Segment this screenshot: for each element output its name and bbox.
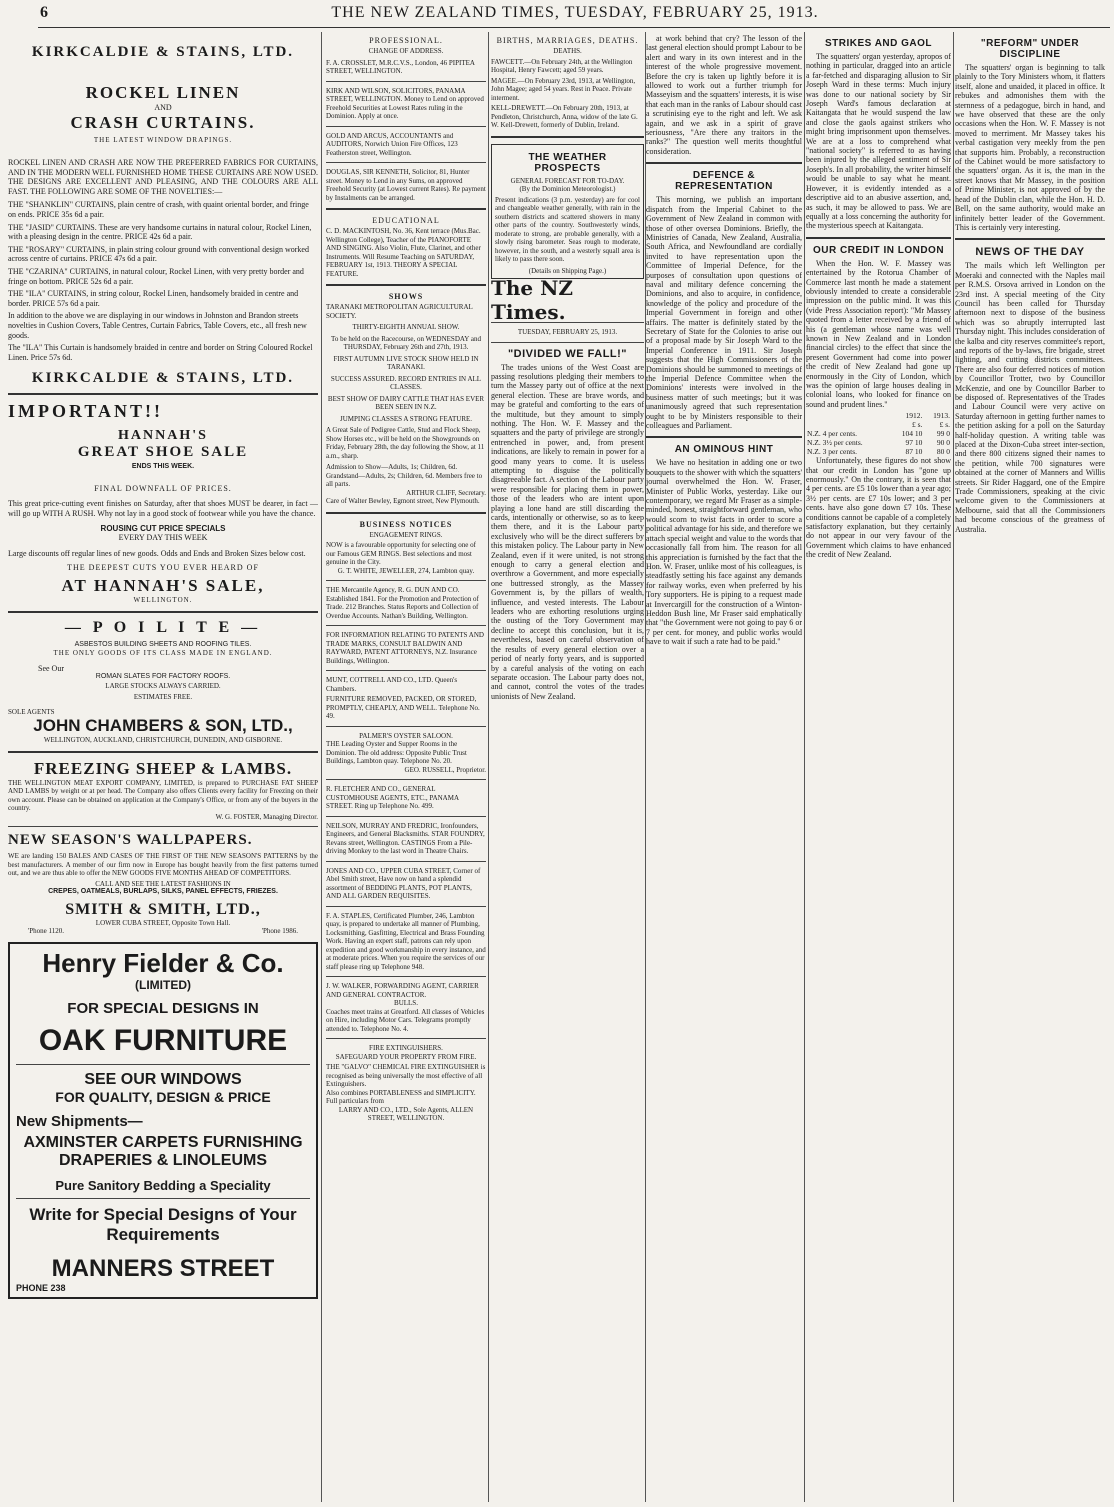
axminster-carpets: AXMINSTER CARPETS FURNISHING: [23, 1133, 303, 1151]
thirty-eighth-show: THIRTY-EIGHTH ANNUAL SHOW.: [352, 323, 460, 331]
quality-design-price: FOR QUALITY, DESIGN & PRICE: [55, 1088, 271, 1105]
column-divider: [953, 32, 954, 1502]
table-cell: [806, 420, 890, 429]
reform-text: The squatters' organ is beginning to talk plainly to the Tory Ministers whom, it flatters itself, alone and unaided, it placed in office. It rebukes and admonishes them with the sternness of a pedagogue, birch in hand, and we have observed that these are the only occasions when the Hon. W. F. Massey is not moved to merriment. Mr Massey takes his verbal castigation very meekly from the pen that supports him. Probably, a reconstruction of the Cabinet would be more satisfactory to the squatters' organ. As it is, the man in the street knows that Mr Massey, in the position of Prime Minister, is not approved of by the head of the Dublin clan, while the Hon. H. D. Bell, on the same authority, would make an infinitely better leader of the Government. This is certainly very interesting.: [955, 63, 1105, 232]
divider: [326, 126, 486, 127]
divider: [326, 81, 486, 82]
success-assured: SUCCESS ASSURED. RECORD ENTRIES IN ALL CLASSES.: [330, 374, 482, 391]
column-advertisements: [8, 34, 318, 1502]
divider: [326, 1038, 486, 1039]
jones-notice: JONES AND CO., UPPER CUBA STREET, Corner of Abel Smith street, Have now on hand a splendid assortment of BEDDING PLANTS, POT PLANTS, AND ALL GARDEN REQUISITES.: [326, 866, 481, 900]
curtain-item: In addition to the above we are displaying in our windows in Johnston and Brandon streets novelties in Cushion Covers, Table Centres, Curtain Fabrics, Table Covers, etc., all fresh new goods.: [8, 311, 307, 340]
cliff-signature: ARTHUR CLIFF, Secretary.: [406, 488, 486, 497]
table-cell: 87 10: [905, 447, 923, 457]
divider: [326, 861, 486, 862]
defence-heading: DEFENCE & REPRESENTATION: [675, 170, 773, 193]
column-defence: [646, 34, 802, 1502]
divider: [326, 625, 486, 626]
mackintosh-notice: C. D. MACKINTOSH, No. 36, Kent terrace (Mus.Bac. Wellington College), Teacher of the PIANOFORTE AND SINGING. Also Violin, Flute, Clarinet, and other Instruments. Will Resume Teaching on SATURDAY, FEBRUARY 1st, 1913. THEORY A SPECIAL FEATURE.: [326, 227, 481, 278]
news-heading: NEWS OF THE DAY: [975, 246, 1085, 259]
freezing-heading: FREEZING SHEEP & LAMBS.: [33, 758, 293, 778]
every-day: EVERY DAY THIS WEEK: [118, 533, 208, 543]
divider: [491, 342, 644, 343]
table-cell: 80 0: [936, 447, 950, 457]
jumping-classes: JUMPING CLASSES A STRONG FEATURE.: [339, 414, 473, 423]
sanitory-bedding: Pure Sanitory Bedding a Speciality: [55, 1177, 271, 1193]
divider: [326, 208, 486, 210]
draperies-linoleums: DRAPERIES & LINOLEUMS: [58, 1151, 267, 1169]
poilite-heading: — P O I L I T E —: [64, 618, 262, 636]
ends-this-week: ENDS THIS WEEK.: [131, 463, 195, 471]
table-cell: 90 0: [936, 438, 950, 448]
wallpaper-text: WE are landing 150 BALES AND CASES OF THE FIRST OF THE NEW SEASON'S PATTERNS by the best manufacturers. A member of our firm now in Europe has bought heavily from the first patterns turned out, and we are thus able to offer the NEW GOODS FIVE MONTHS AHEAD OF COMPETITORS.: [8, 852, 318, 878]
divider: [16, 1064, 310, 1065]
column-strikes: [806, 34, 951, 1502]
munt-cottrell: MUNT, COTTRELL AND CO., LTD. Queen's Chambers.: [326, 676, 458, 693]
smith-phones: [8, 927, 318, 936]
bulls: BULLS.: [394, 999, 418, 1007]
best-show: BEST SHOW OF DAIRY CATTLE THAT HAS EVER BEEN SEEN IN N.Z.: [327, 394, 485, 411]
kirkcaldie-heading: KIRKCALDIE & STAINS, LTD.: [31, 44, 295, 60]
table-row: [806, 447, 951, 456]
table-units: [806, 420, 951, 429]
table-cell: 104 10: [901, 429, 923, 439]
staples-notice: F. A. STAPLES, Certificated Plumber, 246, Lambton quay, is prepared to undertake all manner of Plumbing, Locksmithing, Gasfitting, Electrical and Brass Founding Work. Having an expert staff, patrons can rely upon expedition and good workmanship in every instance, and at moderate prices. When you require the services of our staff please ring up Telephone 948.: [326, 911, 486, 971]
times-logo-text: The NZ Times.: [491, 276, 573, 324]
editorial-text: The trades unions of the West Coast are passing resolutions pledging their members to turn the Massey party out of office at the next general election. These are brave words, and may be grateful and comforting to the ears of the multitude, but they amount to simply nothing. The Hon. W. F. Massey and the squatters and the party of privilege are strongly entrenched in power, and, from present indications, are likely to remain in power for a good many years to come. It is useless attempting to disguise the politically disagreeable fact. A section of the Labour party were responsible for placing them in power, those of the leaders who are intent upon playing a lone hand are still discarding the cards, intentionally or otherwise, so as to keep them there, and it is the Labour party exclusively who will be the direct sufferers by this mistaken policy. The Labour party in New Zealand, even if it were united, is not strong enough to carry a general election and overthrow a Government, and more especially one buttressed strongly, as the Massey Government is, by the pillars of wealth, influence, and vested interests. The Labour leaders who are exhorting resolutions urging the ousting of the Tory Government may decline to accept this conclusion, but it is, nevertheless, based on careful observation of the results of every general election over a period of nearly forty years, and is supported by a careful analysis of the voting on each separate occasion. The Labour party does not, and cannot, control the votes of the trades unionists of New Zealand.: [491, 362, 644, 701]
oak-furniture: OAK FURNITURE: [38, 1023, 288, 1057]
care-of: Care of Walter Bewley, Egmont street, New Plymouth.: [326, 497, 480, 505]
divider: [8, 393, 318, 395]
divider: [326, 976, 486, 977]
chambers-heading: JOHN CHAMBERS & SON, LTD.,: [33, 716, 293, 736]
manners-street: MANNERS STREET: [51, 1254, 275, 1282]
important-heading: IMPORTANT!!: [8, 401, 164, 422]
professional-heading: PROFESSIONAL.: [369, 36, 443, 45]
divider: [326, 670, 486, 671]
defence-text: This morning, we publish an important dispatch from the Imperial Cabinet to the Government of New Zealand in common with those of other oversea Dominions. Briefly, the Ministries of Canada, New Zealand, Australia, South Africa, and Newfoundland are cordially invited to have representation upon the Committee of Imperial Defence, for the purposes of consultation upon questions of naval and military defence concerning the Dominions, and also to acquire, in confidence, knowledge of the policy and procedure of the Imperial Government in foreign and other affairs. The matter is definitely stated by the Secretary of State for the Colonies to arise out of a proposal made by Sir Joseph Ward to the Imperial Conference in 1911. Sir Joseph suggests that the High Commissioners of the Dominions should be summoned to meetings of the Imperial Defence Committee when the Dominions' interests were involved in the business matter of such meetings; but it was unanimously agreed that such representation ought to be by Ministers responsible to their colleagues and Parliament.: [646, 195, 802, 431]
forecast-heading: GENERAL FORECAST FOR TO-DAY.: [510, 176, 625, 185]
ominous-heading: AN OMINOUS HINT: [674, 444, 774, 456]
times-logo: [491, 276, 644, 324]
table-row: [806, 438, 951, 447]
hannahs-heading: HANNAH'S: [118, 428, 208, 444]
crosslet-notice: F. A. CROSSLET, M.R.C.V.S., London, 46 PIPITEA STREET, WELLINGTON.: [326, 58, 475, 75]
deaths-heading: DEATHS.: [553, 47, 582, 55]
masthead-rule: [38, 27, 1110, 28]
first-autumn: FIRST AUTUMN LIVE STOCK SHOW HELD IN TARANAKI.: [333, 354, 479, 371]
change-of-address: CHANGE OF ADDRESS.: [368, 47, 444, 55]
smith-address: LOWER CUBA STREET, Opposite Town Hall.: [95, 918, 231, 927]
foster-signature: W. G. FOSTER, Managing Director.: [215, 812, 318, 821]
divider: [326, 779, 486, 780]
combines-text: Also combines PORTABLENESS and SIMPLICITY.: [326, 1088, 476, 1097]
shows-heading: SHOWS: [388, 292, 424, 301]
news-text: The mails which left Wellington per Moeraki and connected with the Naples mail per R.M.S. Orsova arrived in London on the 23rd inst. A special meeting of the City Council has been called for Thursday afternoon next to dispose of the business which was so abruptly interrupted last Thursday night. This includes consideration of the kalba and city reserves committee's report, and reports of the by-laws, fire brigade, street lighting, and cutting districts committees. There are also four deferred notices of motion by Councillor Trotter, two by Councillor McKenzie, and one by Councillor Barber to be disposed of. Representatives of the Trades and Labour Council were very active on Saturday afternoon in getting further names to the petition asking for a poll on the Saturday half-holiday question. A writing table was placed at the Dixon-Cuba street inter-section, and there 800 citizens signed their names to the petition, while 700 signatures were obtained at the corner of Manners and Willis streets. Sir Rider Haggard, one of the Empire Trade Commissioners, speaking at the civic welcome given to the Commissioners at Melbourne, said that all the Commissioners had become conscious of the greatness of Australia.: [955, 261, 1105, 534]
freezing-text: THE WELLINGTON MEAT EXPORT COMPANY, LIMITED, is prepared to PURCHASE FAT SHEEP AND LAMBS by weight or at per head. The Company also offers Clients every facility for Freezing on their own account. Please can be obtained on application at the Company's Office, or from any of the buyers in the country.: [8, 778, 318, 813]
editorial-date: TUESDAY, FEBRUARY 25, 1913.: [517, 328, 618, 336]
kirk-wilson-notice: KIRK AND WILSON, SOLICITORS, PANAMA STREET, WELLINGTON. Money to Lend on approved Freehold Securities at Lowest Rates ruling in the Dominion. Apply at once.: [326, 86, 484, 120]
death-notice: MAGEE.—On February 23rd, 1913, at Wellington, John Magee; aged 54 years. Rest in Peace. Private interment.: [491, 76, 636, 102]
call-and-see: CALL AND SEE THE LATEST FASHIONS IN: [95, 879, 231, 888]
fielder-limited: (LIMITED): [135, 977, 191, 992]
weather-heading: THE WEATHER PROSPECTS: [528, 151, 607, 174]
table-row: [806, 429, 951, 438]
sale-text: This great price-cutting event finishes on Saturday, after that shoes MUST be dearer, in fact — will go up WITH A RUSH. Why not lay in a good stock of footwear while you have the chance.: [8, 499, 318, 519]
fielder-name: Henry Fielder & Co.: [42, 947, 284, 978]
rings-text: NOW is a favourable opportunity for selecting one of our Famous GEM RINGS. Best selections and most genuine in the City.: [326, 541, 476, 566]
rockel-linen-heading: ROCKEL LINEN: [85, 83, 241, 102]
large-discounts: Large discounts off regular lines of new goods. Odds and Ends and Broken Sizes below cost.: [8, 548, 306, 558]
curtain-item: THE "ILA" CURTAINS, in string colour, Rockel Linen, handsomely braided in centre and border. PRICE 57s 6d a pair.: [8, 289, 299, 308]
rousing-specials: ROUSING CUT PRICE SPECIALS: [100, 523, 226, 533]
weather-text: Present indications (3 p.m. yesterday) are for cool and changeable weather generally, with rain in the southern districts and scattered showers in many other parts of the country. Southwesterly winds, moderate to strong, are probable generally, with a slowly rising barometer. Seas rough to moderate, however, in the south, and a westerly squall area is likely to pass there soon.: [495, 195, 640, 263]
divider: [326, 162, 486, 163]
column-divider: [488, 32, 489, 1502]
page-number: 6: [40, 4, 48, 21]
loans-table: [806, 411, 951, 456]
divider: [491, 136, 644, 138]
show-dates: To be held on the Racecourse, on WEDNESDAY and THURSDAY, February 26th and 27th, 1913.: [331, 334, 481, 351]
walker-notice: J. W. WALKER, FORWARDING AGENT, CARRIER AND GENERAL CONTRACTOR.: [326, 982, 479, 999]
divider: [806, 237, 951, 239]
masthead-title: THE NEW ZEALAND TIMES, TUESDAY, FEBRUARY 25, 1913.: [331, 4, 819, 21]
furniture-removed: FURNITURE REMOVED, PACKED, OR STORED, PROMPTLY, CHEAPLY, AND WELL. Telephone No. 49.: [326, 695, 480, 720]
reform-heading: "REFORM" UNDER DISCIPLINE: [980, 38, 1080, 60]
chambers-locations: WELLINGTON, AUCKLAND, CHRISTCHURCH, DUNEDIN, AND GISBORNE.: [43, 736, 283, 745]
taranaki-notice: TARANAKI METROPOLITAN AGRICULTURAL SOCIETY.: [326, 303, 473, 320]
table-cell: N.Z. 3 per cents.: [807, 447, 857, 457]
safeguard: SAFEGUARD YOUR PROPERTY FROM FIRE.: [335, 1052, 477, 1061]
neilson-notice: NEILSON, MURRAY AND FREDRIC, Ironfounders, Engineers, and General Blacksmiths. STAR FOUNDRY, Revans street, Wellington. CASTINGS From a Pile-driving Monkey to the last word in Theatre Chairs.: [326, 821, 485, 855]
shoe-sale-heading: GREAT SHOE SALE: [77, 444, 249, 461]
strikes-text: The squatters' organ yesterday, apropos of nothing in particular, dragged into an article a far-fetched and disparaging allusion to Sir Joseph Ward in these terms: Much injury was done to our national society by Sir Joseph Ward's famous declaration at Kaitangata that he would suspend the law and close the gaols against strikers who might bring imprisonment upon themselves. We are at a loss to comprehend what "national society" is referred to as having been injured by the alleged sentiment of Sir Joseph's. In all probability, the writer himself would be unable to say what he meant. However, it is evidently intended as a descriptive aid to an abusive assertion, and, as such, it may be allowed to pass. We are equally at a loss concerning the authority for the mysterious speech at Kaitangata.: [806, 52, 951, 231]
column-divider: [321, 32, 322, 1502]
coaches-text: Coaches meet trains at Greatford. All classes of Vehicles on Hire, including Motor Cars. Telegrams promptly attended to. Telephone No. 4.: [326, 1007, 485, 1033]
crash-curtains-heading: CRASH CURTAINS.: [70, 112, 256, 132]
latest-drapings: THE LATEST WINDOW DRAPINGS.: [93, 135, 233, 144]
oyster-text: THE Leading Oyster and Supper Rooms in the Dominion. The old address: Opposite Public Trust Buildings, Lambton quay. Telephone No. 20.: [326, 740, 467, 765]
downfall-text: FINAL DOWNFALL OF PRICES.: [94, 483, 232, 493]
business-heading: BUSINESS NOTICES: [359, 519, 453, 529]
divider: [16, 1198, 310, 1199]
estimates-free: ESTIMATES FREE.: [133, 693, 193, 702]
for-special-designs: FOR SPECIAL DESIGNS IN: [67, 999, 259, 1017]
hannah-wellington: WELLINGTON.: [133, 596, 193, 605]
meteorologist: (By the Dominion Meteorologist.): [519, 185, 616, 193]
table-header: [806, 411, 951, 420]
galvo-text: THE "GALVO" CHEMICAL FIRE EXTINGUISHER is recognised as being universally the most effective of all Extinguishers.: [326, 1063, 486, 1088]
divider: [326, 284, 486, 286]
table-cell: 99 0: [936, 429, 950, 439]
fielder-phone: PHONE 238: [16, 1282, 66, 1293]
deepest-cuts: THE DEEPEST CUTS YOU EVER HEARD OF: [67, 563, 259, 573]
fletcher-notice: R. FLETCHER AND CO., GENERAL CUSTOMHOUSE AGENTS, ETC., PANAMA STREET. Ring up Telephone No. 499.: [326, 785, 459, 810]
smith-heading: SMITH & SMITH, LTD.,: [65, 900, 261, 918]
asbestos-text: ASBESTOS BUILDING SHEETS AND ROOFING TILES.: [74, 640, 252, 648]
masthead: [40, 4, 1110, 24]
roman-slates: ROMAN SLATES FOR FACTORY ROOFS.: [95, 673, 231, 681]
births-heading: BIRTHS, MARRIAGES, DEATHS.: [496, 36, 639, 45]
educational-heading: EDUCATIONAL: [372, 216, 440, 225]
death-notice: FAWCETT.—On February 24th, at the Wellington Hospital, Henry Fawcett; aged 59 years.: [491, 57, 633, 74]
full-particulars: Full particulars from: [326, 1097, 384, 1105]
sole-agents: SOLE AGENTS: [8, 707, 55, 716]
write-for-designs: Write for Special Designs of Your: [29, 1204, 297, 1224]
mercantile-agency: THE Mercantile Agency, R. G. DUN AND CO. Established 1841. For the Promotion and Protection of Trade. 212 Branches. Status Reports and Collection of Overdue Accounts. Nathan's Building, Wellington.: [326, 586, 479, 620]
credit-text: When the Hon. W. F. Massey was entertained by the Rotorua Chamber of Commerce last month he made a statement obviously intended to create a considerable impression on the public mind. It was this (vide Press Association report): "Mr Massey quoted from a letter received by a friend of his (a gentleman whose name was well known in New Zealand and in London financial circles) to the effect that since the present Government had come into power the credit of New Zealand had gone up enormously in the City of London, which was the opinion of large houses dealing in colonial loans, who looked for finance on sound and prudent lines.": [806, 258, 951, 409]
table-cell: [806, 411, 890, 420]
table-cell: 97 10: [905, 438, 923, 448]
and-text: AND: [154, 103, 172, 112]
divider: [646, 436, 802, 438]
white-jeweller: G. T. WHITE, JEWELLER, 274, Lambton quay.: [337, 566, 475, 575]
curtain-item: THE "JASID" CURTAINS. These are very handsome curtains in natural colour, Rockel Linen, with a pleasing design in the centre. PRICE 42s 6d a pair.: [8, 222, 312, 242]
divider: [326, 726, 486, 727]
rockel-intro: ROCKEL LINEN AND CRASH ARE NOW THE PREFERRED FABRICS FOR CURTAINS, AND IN THE MODERN WELL FURNISHED HOME THESE CURTAINS ARE NOW USED. THE DESIGNS ARE EXCELLENT AND PLEASING, AND THE COLOURS ARE ALL FAST. THE FOLLOWING ARE SOME OF THE NOVELTIES:—: [8, 158, 318, 196]
curtain-item: THE "SHANKLIN" CURTAINS, plain centre of crash, with quaint oriental border, and fringe on ends. PRICE 35s 6d a pair.: [8, 200, 309, 220]
russell-signature: GEO. RUSSELL, Proprietor.: [404, 765, 486, 774]
engagement-rings: ENGAGEMENT RINGS.: [369, 530, 443, 539]
ominous-text: We have no hesitation in adding one or two bouquets to the shower with which the squatters' journal overwhelmed the Hon. W. Fraser, Minister of Public Works, yesterday. Like our contemporary, we regard Mr Fraser as a simple-minded, honest, straightforward gentleman, who would scorn to twist facts in order to score a political advantage for his side, and therefore we attach special weight and value to the words that occasionally fall from him. The reason for all this appreciation is furnished by the fact that the Hon. W. Fraser, unlike most of his colleagues, is steadfastly setting his face against any demands for railway works, even when preferred by his Tory supporters. He is piping to a request made at Invercargill for the construction of a Winton-Heddon Bush line, Mr Fraser said emphatically that "the Government were not going to pay 6 or 7 per cent. for money, and public works would have to wait if such a rate had to be paid.": [646, 458, 802, 647]
divider: [326, 906, 486, 907]
divider: [8, 751, 318, 753]
admission: Admission to Show—Adults, 1s; Children, 6d. Grandstand—Adults, 2s; Children, 6d. Members free to all parts.: [326, 463, 483, 488]
credit-heading: OUR CREDIT IN LONDON: [812, 244, 945, 256]
curtain-item: THE "CZARINA" CURTAINS, in natural colour, Rockel Linen, with very pretty border and fringe on bottom. PRICE 52s 6d a pair.: [8, 267, 304, 286]
strikes-heading: STRIKES AND GAOL: [824, 38, 933, 49]
douglas-notice: DOUGLAS, SIR KENNETH, Solicitor, 81, Hunter street. Money to Lend in any Sums, on approved Freehold Security (at Lowest current Rates). Re payment by Instalments can be arranged.: [326, 168, 486, 202]
see-windows: SEE OUR WINDOWS: [84, 1070, 242, 1088]
divider: [326, 580, 486, 581]
divider: [955, 238, 1105, 240]
requirements: Requirements: [106, 1224, 220, 1244]
table-cell: £ s.: [939, 420, 950, 430]
divider: [326, 816, 486, 817]
divided-headline: "DIVIDED WE FALL!": [507, 347, 628, 360]
phone-left: 'Phone 1120.: [28, 927, 65, 936]
column-reform-news: [955, 34, 1105, 1502]
divider: [8, 611, 318, 613]
table-cell: £ s.: [911, 420, 923, 430]
phone-right: 'Phone 1986.: [261, 927, 298, 936]
editorial-continued: at work behind that cry? The lesson of the last general election should prompt Labour to be alert and wary in its own interest and in the interest of the whole progressive movement. Before the cry is taken up lightly before it is allowed to work out a further triumph for Masseyism and the squatters' interests, it is wise that each man in the ranks of Labour should cast a scrutinising eye to the right and left. We ask again, and we ask in a spirit of grave seriousness, "Are there any traitors in the ranks?" The question well merits thoughtful consideration.: [646, 34, 802, 156]
table-cell: 1913.: [933, 411, 950, 421]
large-stocks: LARGE STOCKS ALWAYS CARRIED.: [105, 681, 221, 690]
curtain-item: The "ILA" This Curtain is handsomely braided in centre and border on String Coloured Rockel Linen. Price 57s 6d.: [8, 343, 313, 362]
divider: [326, 512, 486, 514]
great-sale: A Great Sale of Pedigree Cattle, Stud and Flock Sheep, Show Horses etc., will be held on the Showgrounds on Friday, February 28th, the day following the Show, at 11 a.m., sharp.: [326, 426, 485, 460]
only-goods: THE ONLY GOODS OF ITS CLASS MADE IN ENGLAND.: [53, 649, 273, 658]
curtain-item: THE "ROSARY" CURTAINS, in plain string colour ground with conventional design worked across centre of curtains. PRICE 47s 6d a pair.: [8, 244, 309, 264]
divider: [8, 826, 318, 827]
fielder-advert: [8, 942, 318, 1299]
credit-text-continued: Unfortunately, these figures do not show that our credit in London has "gone up enormously." On the contrary, it is seen that 4 per cents. are £5 10s lower than a year ago; 3½ per cents. are £7 10s lower; and 3 per cents. have also gone down £7 10s. These conditions cannot be capable of a completely satisfactory explanation, but they certainly do not appear in our very favour of the Government which claims to have enhanced the credit of New Zealand.: [806, 456, 951, 560]
new-shipments: New Shipments—: [16, 1112, 143, 1130]
kirkcaldie-footer: KIRKCALDIE & STAINS, LTD.: [31, 370, 295, 387]
table-cell: N.Z. 4 per cents.: [807, 429, 857, 439]
table-cell: N.Z. 3½ per cents.: [807, 438, 863, 448]
crepes-text: CREPES, OATMEALS, BURLAPS, SILKS, PANEL EFFECTS, FRIEZES.: [48, 888, 278, 896]
weather-box: [491, 144, 644, 280]
see-our: See Our: [38, 663, 64, 673]
gold-arcus-notice: GOLD AND ARCUS, ACCOUNTANTS and AUDITORS, Norwich Union Fire Offices, 123 Featherston street, Wellington.: [326, 131, 458, 157]
column-editorial: [491, 34, 644, 1502]
fire-extinguishers: FIRE EXTINGUISHERS.: [369, 1044, 443, 1052]
patents-notice: FOR INFORMATION RELATING TO PATENTS AND TRADE MARKS, CONSULT BALDWIN AND RAYWARD, PATENT ATTORNEYS, N.Z. Insurance Buildings, Wellington.: [326, 631, 484, 665]
divider: [646, 162, 802, 164]
palmer-saloon: PALMER'S OYSTER SALOON.: [359, 731, 453, 740]
at-hannahs-heading: AT HANNAH'S SALE,: [61, 576, 265, 596]
details-shipping: (Details on Shipping Page.): [528, 266, 607, 275]
column-business-notices: [326, 34, 486, 1502]
death-notice: KELL-DREWETT.—On February 20th, 1913, at Pendleton, Christchurch, Anna, widow of the late G. W. Kell-Drewett, formerly of Dublin, Ireland.: [491, 104, 638, 129]
wallpapers-heading: NEW SEASON'S WALLPAPERS.: [8, 832, 253, 849]
table-cell: 1912.: [905, 411, 923, 421]
larry-agents: LARRY AND CO., LTD., Sole Agents, ALLEN STREET, WELLINGTON.: [338, 1105, 474, 1122]
column-divider: [804, 32, 805, 1502]
